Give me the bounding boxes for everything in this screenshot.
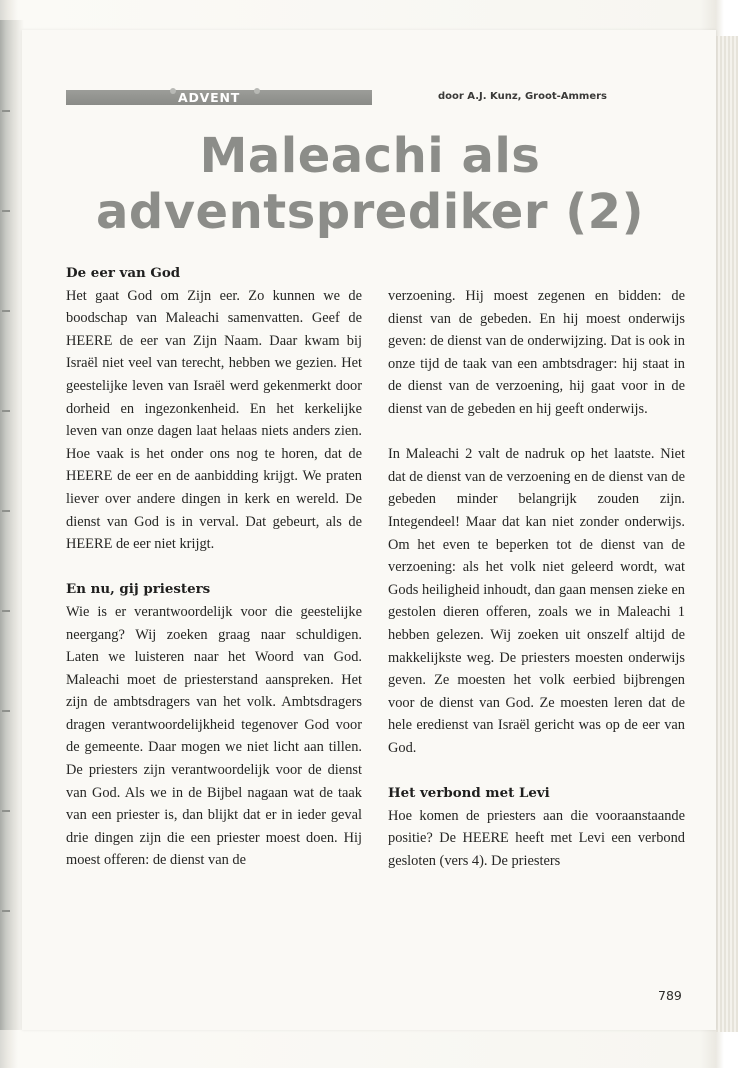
paragraph: Wie is er verantwoordelijk voor die geestelijke neergang? Wij zoeken graag naar schuldigen. Laten we luisteren naar het Woord van God. Maleachi moet de priesterstand aanspreken. Het zijn de ambtsdragers van het volk. Ambtsdragers dragen verantwoordelijkheid tegenover God voor de gemeente. Daar mogen we niet licht aan tillen. De priesters zijn verantwoordelijk voor de dienst van God. Als we in de Bijbel nagaan wat de taak van een priester is, dan blijkt dat er in ieder geval drie dingen zijn die een priester moest doen. Hij moest offeren: de dienst van de [66,603,362,869]
author-byline: door A.J. Kunz, Groot-Ammers [438,91,608,102]
binding-notch [2,510,10,512]
section-heading-priesters: En nu, gij priesters [66,581,211,598]
paragraph-gap [66,556,362,579]
binding-notch [2,610,10,612]
paragraph-gap [388,759,685,782]
right-column [388,285,685,872]
article-title [60,128,680,240]
page-number: 789 [658,988,682,1003]
section-band [66,90,372,105]
title-line-2: adventsprediker (2) [95,184,645,240]
book-binding-edge [0,20,24,1030]
band-dot-icon [254,88,260,94]
page-stack-edge [716,36,738,1032]
paragraph-gap [388,421,685,444]
paragraph: verzoening. Hij moest zegenen en bidden: de dienst van de gebeden. En hij moest onderwijs geven: de dienst van de onderwijzing. Dat is ook in onze tijd de taak van een ambtsdrager: hij staat in de dienst van de verzoening, hij gaat voor in de dienst van de gebeden en hij geeft onderwijs. [388,288,685,417]
section-heading-eer: De eer van God [66,265,181,281]
section-heading-verbond: Het verbond met Levi [388,785,550,802]
left-column [66,262,362,872]
binding-notch [2,110,10,112]
paragraph: Het gaat God om Zijn eer. Zo kunnen we de boodschap van Maleachi samenvatten. Geef de HEERE de eer van Zijn Naam. Daar kwam bij Israël niet veel van terecht, hebben we gezien. Het geestelijke leven van Israël werd gekenmerkt door dorheid en ingezonkenheid. En het kerkelijke leven van onze dagen laat helaas niets anders zien. Hoe vaak is het onder ons nog te horen, dat de HEERE de eer en de aanbidding krijgt. We praten liever over andere dingen in kerk en wereld. De dienst van God is in verval. Dat gebeurt, als de HEERE de eer niet krijgt. [66,287,362,553]
binding-notch [2,710,10,712]
section-label: ADVENT [178,90,241,105]
binding-notch [2,410,10,412]
binding-notch [2,910,10,912]
binding-notch [2,210,10,212]
title-line-1: Maleachi als [199,128,541,184]
binding-notch [2,310,10,312]
binding-notch [2,810,10,812]
band-dot-icon [170,88,176,94]
paragraph: In Maleachi 2 valt de nadruk op het laatste. Niet dat de dienst van de verzoening en de dienst van de gebeden minder belangrijk zouden zijn. Integendeel! Maar dat kan niet zonder onderwijs. Om het even te beperken tot de dienst van de verzoening: als het volk niet geleerd wordt, wat Gods heiligheid inhoudt, dan gaan mensen zieke en gestolen dieren offeren, zoals we in Maleachi 1 hebben gelezen. Wij zoeken uit onszelf altijd de makkelijkste weg. De priesters moesten onderwijs geven. Ze moesten het volk eerbied bijbrengen voor de dienst van God. Ze moesten leren dat de hele eredienst van Israël gericht was op de eer van God. [388,446,685,756]
paragraph: Hoe komen de priesters aan die vooraanstaande positie? De HEERE heeft met Levi een verbond gesloten (vers 4). De priesters [388,807,685,869]
